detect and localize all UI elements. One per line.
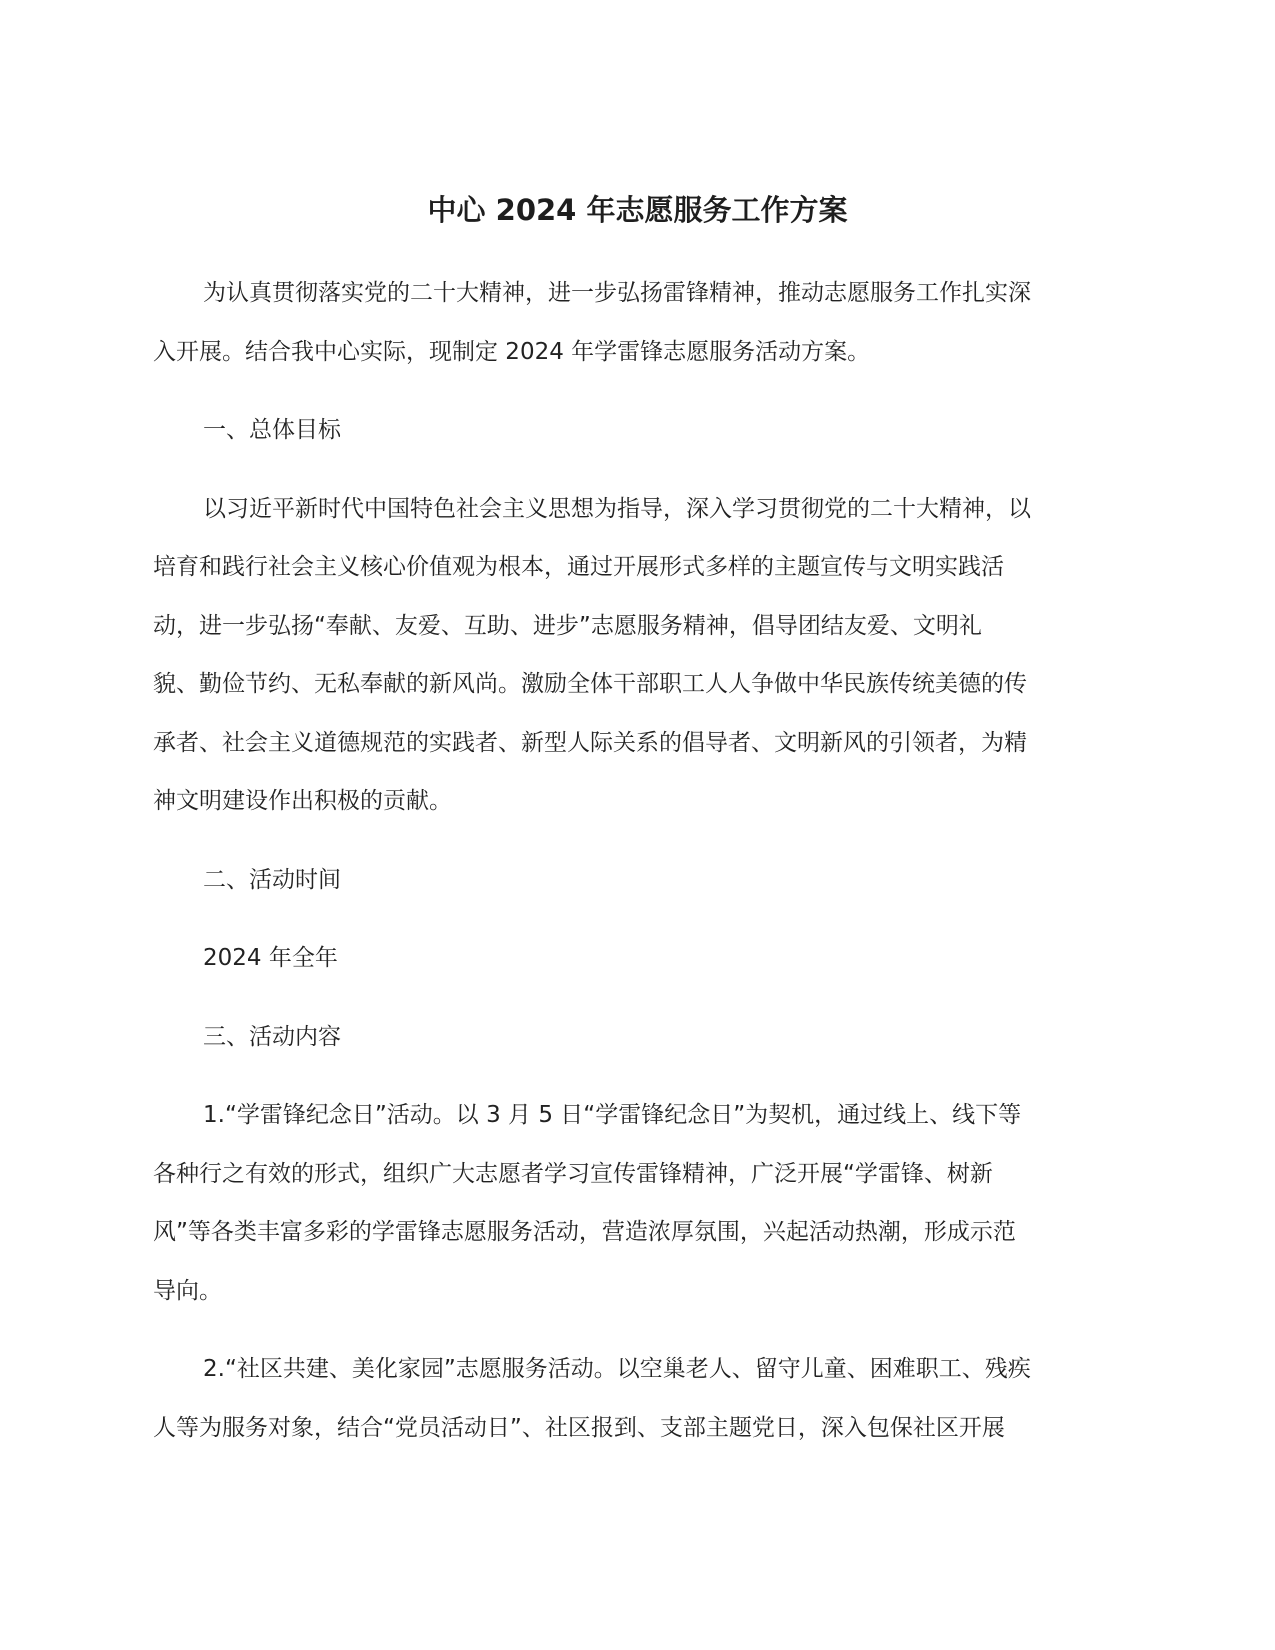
text-line: 为认真贯彻落实党的二十大精神，进一步弘扬雷锋精神，推动志愿服务工作扎实深 [203,280,1031,306]
text-line: 风”等各类丰富多彩的学雷锋志愿服务活动，营造浓厚氛围，兴起活动热潮，形成示范 [153,1219,1016,1245]
section-heading-activity-time: 二、活动时间 [203,866,341,893]
intro-paragraph [153,264,1119,381]
document-body [153,264,1119,1477]
text-line: 入开展。结合我中心实际，现制定 2024 年学雷锋志愿服务活动方案。 [153,338,871,365]
text-line: 2.“社区共建、美化家园”志愿服务活动。以空巢老人、留守儿童、困难职工、残疾 [203,1356,1031,1382]
document-title: 中心 2024 年志愿服务工作方案 [427,193,848,227]
section-heading-overall-goal: 一、总体目标 [203,417,341,443]
text-line: 各种行之有效的形式，组织广大志愿者学习宣传雷锋精神，广泛开展“学雷锋、树新 [153,1160,993,1187]
text-line: 承者、社会主义道德规范的实践者、新型人际关系的倡导者、文明新风的引领者，为精 [153,729,1027,756]
text-line: 以习近平新时代中国特色社会主义思想为指导，深入学习贯彻党的二十大精神，以 [203,495,1031,522]
activity-time-paragraph [153,929,1119,988]
text-line: 2024 年全年 [203,945,338,971]
activity-item-1-paragraph [153,1086,1119,1320]
text-line: 培育和践行社会主义核心价值观为根本，通过开展形式多样的主题宣传与文明实践活 [153,554,1004,580]
activity-item-2-paragraph [153,1340,1119,1457]
text-line: 1.“学雷锋纪念日”活动。以 3 月 5 日“学雷锋纪念日”为契机，通过线上、线下等 [203,1102,1022,1128]
section-heading-activity-content: 三、活动内容 [203,1023,341,1050]
overall-goal-paragraph [153,480,1119,831]
text-line: 导向。 [153,1277,222,1304]
text-line: 动，进一步弘扬“奉献、友爱、互助、进步”志愿服务精神，倡导团结友爱、文明礼 [153,612,982,639]
text-line: 人等为服务对象，结合“党员活动日”、社区报到、支部主题党日，深入包保社区开展 [153,1414,1005,1441]
text-line: 貌、勤俭节约、无私奉献的新风尚。激励全体干部职工人人争做中华民族传统美德的传 [153,671,1027,697]
text-line: 神文明建设作出积极的贡献。 [153,788,452,814]
